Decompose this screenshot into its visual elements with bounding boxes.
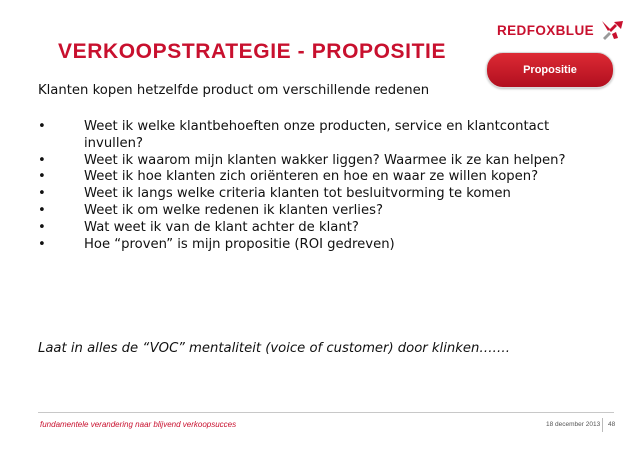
bullet-list: [38, 119, 578, 253]
page-number: 48: [608, 421, 616, 428]
brand-name: REDFOXBLUE: [497, 22, 595, 38]
closing-statement: Laat in alles de “VOC” mentaliteit (voice of customer) door klinken…….: [38, 341, 510, 356]
footer-date: 18 december 2013: [546, 421, 601, 428]
arrow-mark-icon: [600, 20, 624, 40]
slide-title: VERKOOPSTRATEGIE - PROPOSITIE: [58, 40, 447, 63]
bullet-item: • Weet ik hoe klanten zich oriënteren en hoe en waar ze willen kopen?: [38, 169, 578, 186]
footer-separator: [602, 418, 603, 432]
footer-tagline: fundamentele verandering naar blijvend verkoopsucces: [40, 420, 237, 429]
bullet-item: • Weet ik langs welke criteria klanten tot besluitvorming te komen: [38, 186, 578, 203]
section-tag: Propositie: [486, 52, 614, 88]
slide-subtitle: Klanten kopen hetzelfde product om verschillende redenen: [38, 83, 430, 98]
brand-logo: [497, 20, 624, 40]
bullet-item: • Wat weet ik van de klant achter de klant?: [38, 220, 578, 237]
bullet-item: • Weet ik welke klantbehoeften onze producten, service en klantcontact invullen?: [38, 119, 578, 153]
bullet-item: • Weet ik waarom mijn klanten wakker liggen? Waarmee ik ze kan helpen?: [38, 153, 578, 170]
footer-divider: [38, 412, 614, 413]
bullet-item: • Weet ik om welke redenen ik klanten verlies?: [38, 203, 578, 220]
bullet-item: • Hoe “proven” is mijn propositie (ROI gedreven): [38, 237, 578, 254]
